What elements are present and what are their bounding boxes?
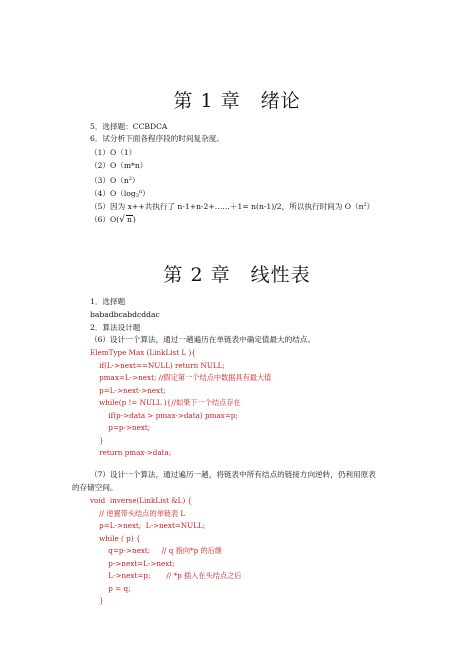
code-line: // 逆置带头结点的单链表 L [90, 509, 186, 518]
ch1-answer-4 [90, 187, 150, 201]
ch2-section-1-heading: 1．选择题 [90, 297, 126, 306]
code-line: while(p != NULL ){//如果下一个结点存在 [90, 398, 241, 407]
ch1-answer-5-close: ） [366, 202, 375, 211]
code-line: while ( p) { [90, 534, 141, 543]
sqrt-argument: n [126, 215, 132, 224]
ch2-choice-answers: babadbcabdcddac [90, 310, 160, 319]
ch1-answer-5-text: （5）因为 x++共执行了 n-1+n-2+……＋1= n(n-1)/2，所以执行时间为 O（n [90, 202, 364, 211]
chapter-1-title: 第 1 章 绪论 [173, 90, 301, 112]
code-line: L->next=p; // *p 插入在头结点之后 [90, 571, 242, 580]
ch2-problem-6-text: （6）设计一个算法，通过一趟遍历在单链表中确定值最大的结点。 [90, 335, 316, 344]
ch1-answer-2: （2）O（m*n） [90, 161, 148, 170]
code-line: p->next=L->next; [90, 559, 175, 568]
ch1-q6-text: 6．试分析下面各程序段的时间复杂度。 [90, 134, 224, 143]
ch2-problem-7-text-line-2: 的存储空间。 [72, 483, 118, 492]
ch1-answer-3 [90, 174, 140, 186]
ch1-answer-4-log-arg: n [138, 189, 143, 195]
ch1-answer-1: （1）O（1） [90, 148, 137, 157]
ch1-answer-6-text: （6）O( [90, 215, 120, 224]
code-line: p=L->next; L->next=NULL; [90, 521, 206, 530]
chapter-2-title: 第 2 章 线性表 [163, 264, 311, 286]
ch1-answer-3-exponent: 2 [128, 176, 132, 182]
code-line: p=L->next->next; [90, 386, 166, 395]
code-line: p=p->next; [90, 423, 151, 432]
ch1-q5-text: 5．选择题：CCBDCA [90, 122, 168, 131]
ch1-answer-4-close: ） [142, 189, 150, 198]
ch1-answer-5 [90, 200, 374, 212]
code-line: } [90, 596, 104, 605]
code-line: p = q; [90, 584, 131, 593]
code-line: if(p->data > pmax->data) pmax=p; [90, 411, 238, 420]
code-line: q=p->next; // q 指向*p 的后继 [90, 546, 223, 555]
sqrt-radical-symbol: √ [119, 215, 125, 225]
code-line: void inverse(LinkList &L) { [90, 496, 193, 505]
ch1-answer-6 [90, 215, 136, 225]
ch1-answer-3-close: ） [131, 176, 140, 185]
ch1-answer-5-exponent: 2 [363, 202, 367, 208]
ch1-answer-6-close: ) [132, 215, 136, 224]
ch2-problem-7-text-line-1: （7）设计一个算法，通过遍历一趟，将链表中所有结点的链接方向逆转，仍利用原表 [90, 470, 376, 479]
code-line: if(L->next==NULL) return NULL; [90, 361, 225, 370]
ch1-answer-4-text: （4）O（log [90, 189, 136, 198]
code-line: ElemType Max (LinkList L ){ [90, 348, 196, 357]
ch2-section-2-heading: 2．算法设计题 [90, 323, 141, 332]
ch1-answer-3-text: （3）O（n [90, 176, 129, 185]
code-line: return pmax->data; [90, 448, 172, 457]
code-line: pmax=L->next; //假定第一个结点中数据具有最大值 [90, 373, 272, 382]
code-line: } [90, 436, 104, 445]
ch1-answer-4-log-base: 3 [135, 193, 139, 199]
